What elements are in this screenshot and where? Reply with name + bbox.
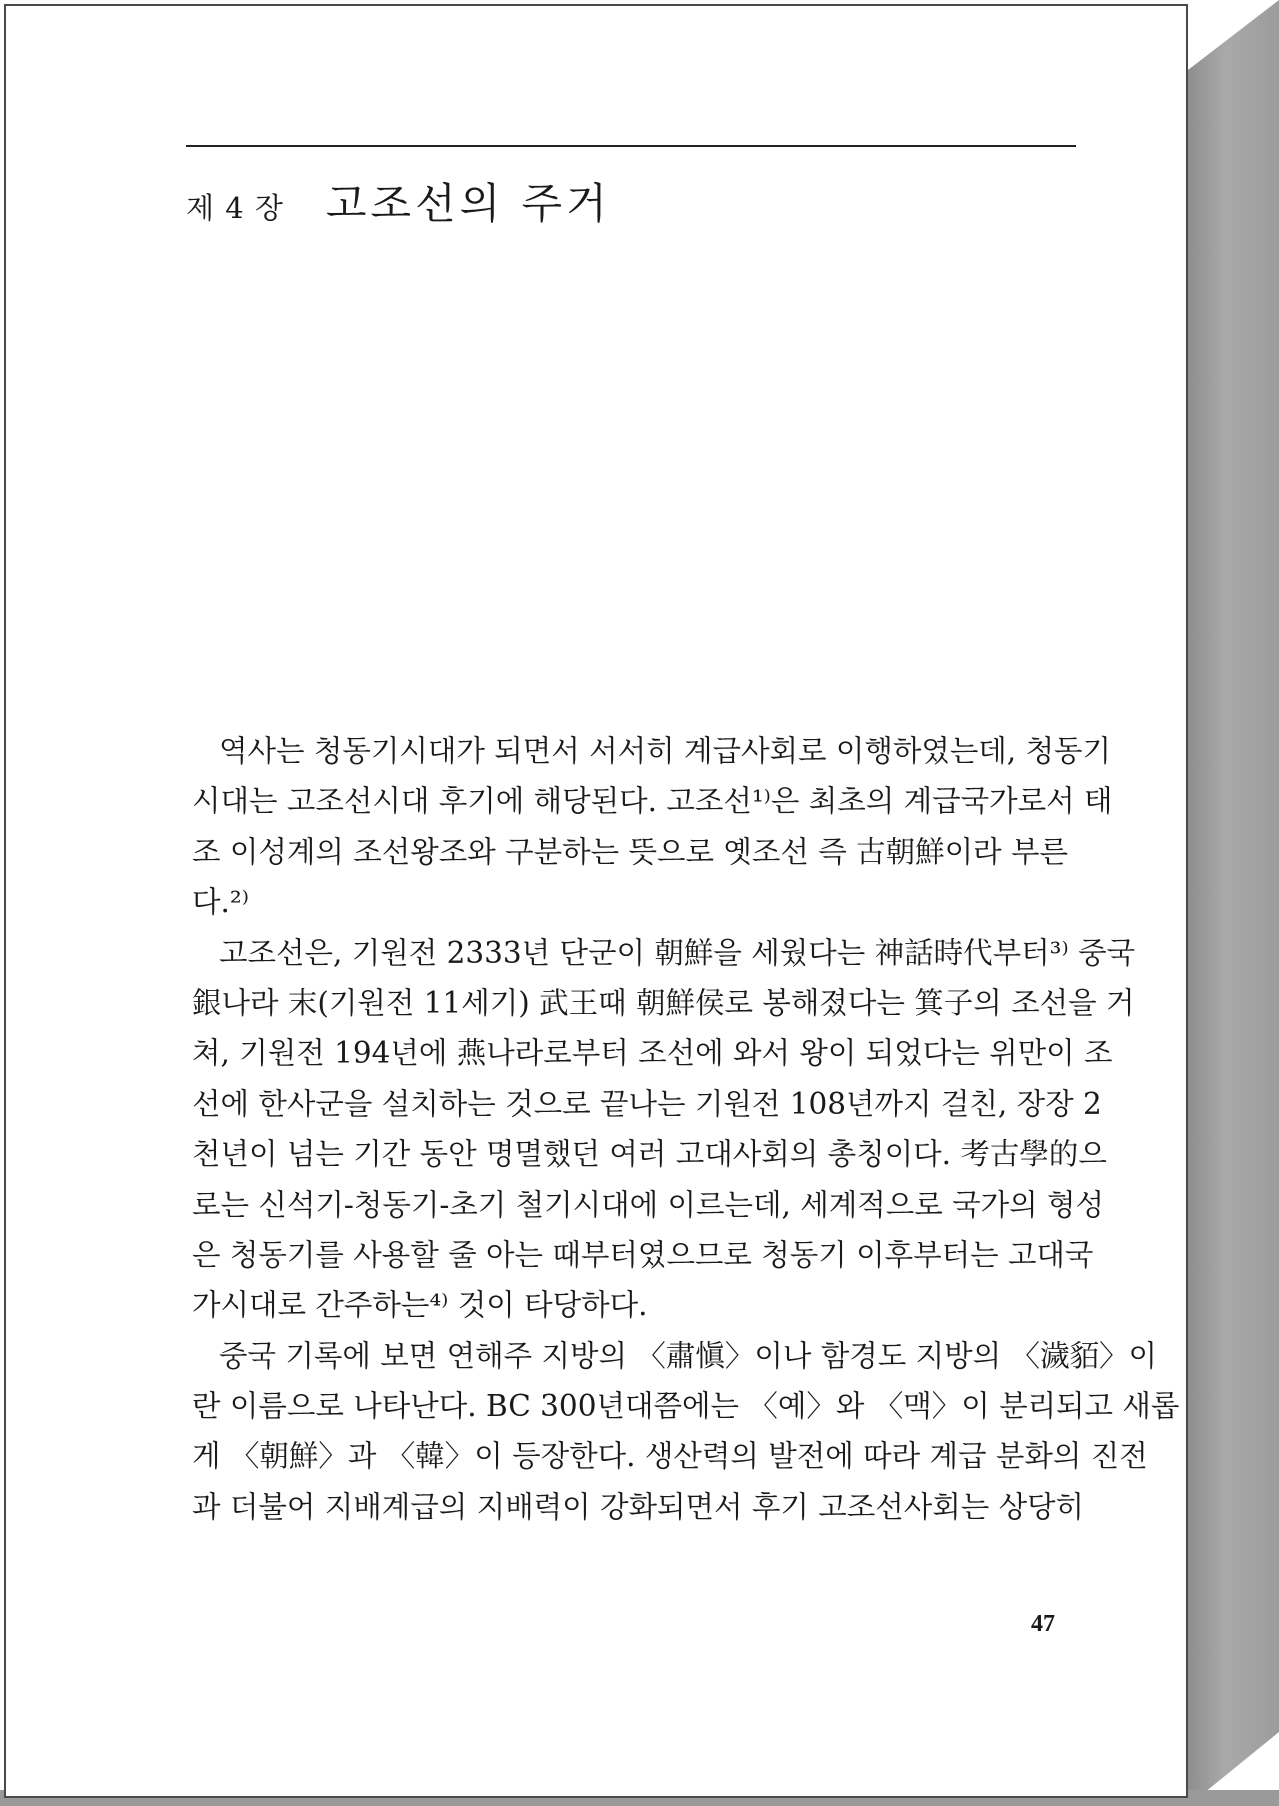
paragraph-line: 천년이 넘는 기간 동안 명멸했던 여러 고대사회의 총칭이다. 考古學的으	[192, 1137, 1107, 1172]
paragraph-line: 고조선은, 기원전 2333년 단군이 朝鮮을 세웠다는 神話時代부터³⁾ 중국	[219, 935, 1136, 970]
paragraph-line: 게 〈朝鮮〉과 〈韓〉이 등장한다. 생산력의 발전에 따라 계급 분화의 진전	[192, 1439, 1148, 1474]
chapter-heading	[186, 171, 611, 231]
paragraph-line: 란 이름으로 나타난다. BC 300년대쯤에는 〈예〉와 〈맥〉이 분리되고 새롭	[192, 1389, 1180, 1424]
paragraph-line: 역사는 청동기시대가 되면서 서서히 계급사회로 이행하였는데, 청동기	[219, 734, 1112, 768]
paragraph-line: 다.²⁾	[192, 885, 249, 920]
paragraph-line: 조 이성계의 조선왕조와 구분하는 뜻으로 옛조선 즉 古朝鮮이라 부른	[192, 834, 1068, 869]
book-page	[4, 4, 1188, 1798]
chapter-divider	[186, 145, 1076, 147]
paragraph-line: 시대는 고조선시대 후기에 해당된다. 고조선¹⁾은 최초의 계급국가로서 태	[192, 784, 1113, 819]
book-side-edge	[1188, 0, 1279, 1806]
paragraph-line: 가시대로 간주하는⁴⁾ 것이 타당하다.	[192, 1288, 648, 1323]
chapter-number: 제 4 장	[186, 191, 284, 225]
paragraph-line: 쳐, 기원전 194년에 燕나라로부터 조선에 와서 왕이 되었다는 위만이 조	[192, 1036, 1113, 1071]
body-text	[192, 726, 1180, 1532]
paragraph-line: 은 청동기를 사용할 줄 아는 때부터였으므로 청동기 이후부터는 고대국	[192, 1237, 1094, 1272]
paragraph-line: 과 더불어 지배계급의 지배력이 강화되면서 후기 고조선사회는 상당히	[192, 1489, 1085, 1524]
paragraph-line: 선에 한사군을 설치하는 것으로 끝나는 기원전 108년까지 걸친, 장장 2	[192, 1086, 1102, 1121]
paragraph-line: 중국 기록에 보면 연해주 지방의 〈肅愼〉이나 함경도 지방의 〈濊貊〉이	[219, 1338, 1157, 1373]
chapter-title: 고조선의 주거	[325, 179, 611, 228]
paragraph-line: 銀나라 末(기원전 11세기) 武王때 朝鮮侯로 봉해졌다는 箕子의 조선을 거	[192, 985, 1135, 1020]
paragraph-line: 로는 신석기-청동기-초기 철기시대에 이르는데, 세계적으로 국가의 형성	[192, 1187, 1104, 1222]
page-number: 47	[1031, 1611, 1055, 1637]
